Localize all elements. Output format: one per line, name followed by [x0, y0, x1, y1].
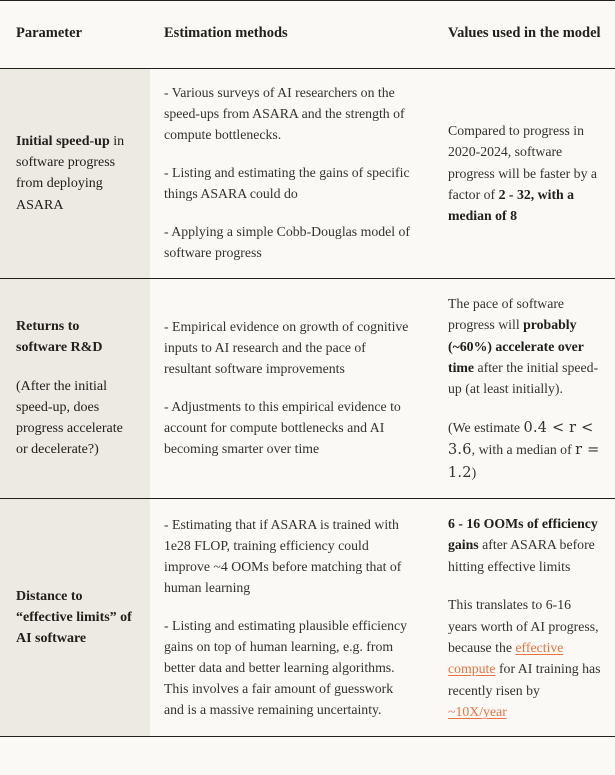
parameter-label [16, 316, 132, 359]
parameter-bold-lead: Returns to software R&D [16, 319, 103, 356]
value-bold: probably (~60%) accelerate over time [448, 317, 584, 375]
method-item: - Adjustments to this empirical evidence to account for compute bottlenecks and AI becoming smarter over time [164, 398, 401, 456]
estimate-mid: , with a median of [471, 442, 576, 458]
estimate-tail: ) [471, 464, 477, 480]
table-row [0, 69, 615, 279]
column-header-parameter: Parameter [0, 1, 150, 69]
value-statement [448, 120, 601, 227]
value-bold: 2 - 32, with a median of 8 [448, 187, 575, 224]
row-values-returns-to-software-rd [435, 278, 615, 498]
value-lead: The pace of software progress will [448, 295, 565, 333]
parameter-note: (After the initial speed-up, does progress accelerate or decelerate?) [16, 378, 123, 458]
table-row [0, 278, 615, 498]
method-item: - Estimating that if ASARA is trained with 1e28 FLOP, training efficiency could improve ~4 OOMs before matching that of human learning [164, 516, 402, 595]
row-methods-distance-to-effective-limits [150, 499, 435, 737]
table-row [0, 499, 615, 737]
value-tail: after the initial speed-up (at least initially). [448, 359, 599, 397]
parameter-label [16, 131, 132, 216]
column-header-estimation-methods: Estimation methods [150, 1, 435, 69]
explanation-lead: This translates to 6-16 years worth of AI progress, because the [448, 597, 599, 655]
row-values-distance-to-effective-limits [435, 499, 615, 737]
row-methods-initial-speed-up [150, 69, 435, 279]
value-explanation [448, 594, 601, 722]
parameter-bold-lead: Initial speed-up [16, 133, 110, 149]
method-item: - Empirical evidence on growth of cognitive inputs to AI research and the pace of resultant software improvements [164, 319, 409, 376]
method-item: - Listing and estimating the gains of specific things ASARA could do [164, 164, 410, 201]
parameter-label [16, 586, 132, 650]
value-lead: Compared to progress in 2020-2024, software progress will be faster by a factor of [448, 122, 598, 203]
column-header-values-used: Values used in the model [435, 1, 615, 69]
table-body [0, 69, 615, 737]
value-bold: 6 - 16 OOMs of efficiency gains [448, 516, 598, 553]
method-item: - Listing and estimating plausible efficiency gains on top of human learning, e.g. from better data and better learning algorithms. This involves a fair amount of guesswork and is a massive remaining uncertainty. [164, 617, 408, 717]
value-estimate-note [448, 417, 601, 484]
estimate-lead: (We estimate [448, 419, 521, 435]
math-median: r = 1.2 [448, 442, 600, 481]
growth-rate-link[interactable]: ~10X/year [448, 704, 507, 720]
effective-compute-link[interactable]: effective compute [448, 639, 564, 677]
row-parameter-returns-to-software-rd [0, 278, 150, 498]
table-header [0, 1, 615, 69]
parameters-table [0, 1, 615, 737]
value-statement [448, 293, 601, 400]
explanation-mid: for AI training has recently risen by [448, 661, 601, 698]
parameter-rest: in software progress from deploying ASARA [16, 133, 125, 213]
math-range: 0.4 < r < 3.6 [448, 419, 594, 459]
parameter-bold-lead: Distance to “effective limits” of AI software [16, 588, 132, 647]
row-values-initial-speed-up [435, 69, 615, 279]
row-parameter-distance-to-effective-limits [0, 499, 150, 737]
row-parameter-initial-speed-up [0, 69, 150, 279]
method-item: - Applying a simple Cobb-Douglas model of software progress [164, 223, 411, 260]
value-statement [448, 513, 601, 577]
header-row [0, 1, 615, 69]
value-tail: after ASARA before hitting effective limits [448, 537, 595, 574]
row-methods-returns-to-software-rd [150, 278, 435, 498]
method-item: - Various surveys of AI researchers on the speed-ups from ASARA and the strength of compute bottlenecks. [164, 85, 405, 142]
